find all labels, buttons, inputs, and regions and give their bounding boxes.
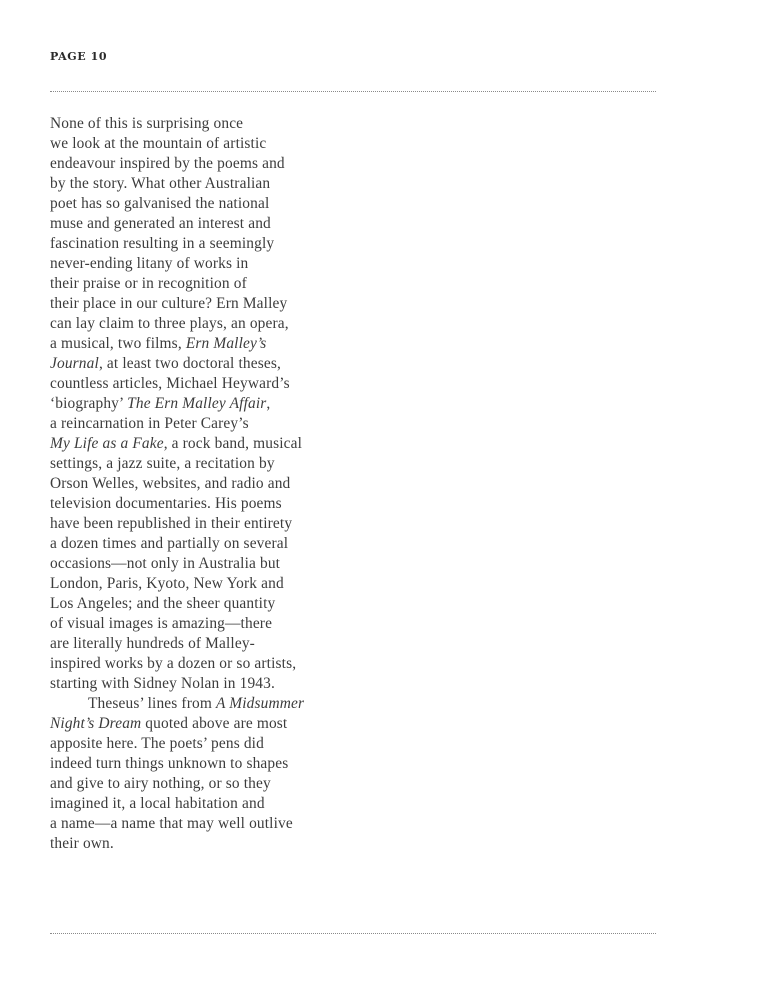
text-line (50, 814, 390, 834)
text-line (50, 374, 390, 394)
text-line (50, 614, 390, 634)
text-segment: have been republished in their entirety (50, 515, 293, 532)
page-number-header: PAGE 10 (50, 50, 108, 63)
text-segment: by the story. What other Australian (50, 175, 271, 192)
text-segment: of visual images is amazing—there (50, 615, 273, 632)
paragraph (50, 114, 390, 694)
text-segment: we look at the mountain of artistic (50, 135, 267, 152)
text-line (50, 114, 390, 134)
text-segment: quoted above are most (141, 715, 288, 732)
text-segment: their place in our culture? Ern Malley (50, 295, 288, 312)
text-line (50, 494, 390, 514)
paragraph (50, 694, 390, 854)
text-segment: , at least two doctoral theses, (98, 355, 281, 372)
italic-title-text: A Midsummer (215, 695, 305, 712)
text-segment: can lay claim to three plays, an opera, (50, 315, 289, 332)
text-line (50, 314, 390, 334)
text-segment: Los Angeles; and the sheer quantity (50, 595, 276, 612)
text-line (50, 474, 390, 494)
text-line (50, 214, 390, 234)
text-segment: inspired works by a dozen or so artists, (50, 655, 297, 672)
text-segment: a musical, two films, (50, 335, 186, 352)
text-line (50, 274, 390, 294)
text-segment: London, Paris, Kyoto, New York and (50, 575, 284, 592)
text-segment: a dozen times and partially on several (50, 535, 289, 552)
text-line (50, 794, 390, 814)
text-line (50, 674, 390, 694)
text-line (50, 234, 390, 254)
text-line (50, 134, 390, 154)
text-line (50, 174, 390, 194)
text-segment: fascination resulting in a seemingly (50, 235, 275, 252)
text-line (50, 334, 390, 354)
text-segment: starting with Sidney Nolan in 1943. (50, 675, 275, 692)
text-segment: countless articles, Michael Heyward’s (50, 375, 290, 392)
text-segment: ‘biography’ (50, 395, 128, 412)
top-divider-rule (50, 91, 656, 92)
text-segment: a name—a name that may well outlive (50, 815, 293, 832)
italic-title-text: My Life as a Fake (50, 435, 164, 452)
text-segment: their praise or in recognition of (50, 275, 247, 292)
text-line (50, 774, 390, 794)
text-segment: occasions—not only in Australia but (50, 555, 281, 572)
text-line (50, 514, 390, 534)
italic-title-text: Journal (50, 355, 99, 372)
text-line (50, 574, 390, 594)
italic-title-text: Ern Malley’s (185, 335, 267, 352)
text-segment: Theseus’ lines from (88, 695, 216, 712)
text-line (50, 734, 390, 754)
text-segment: are literally hundreds of Malley- (50, 635, 255, 652)
text-line (50, 694, 390, 714)
text-segment: a reincarnation in Peter Carey’s (50, 415, 249, 432)
text-segment: never-ending litany of works in (50, 255, 249, 272)
text-line (50, 554, 390, 574)
text-line (50, 834, 390, 854)
article-body (50, 114, 390, 854)
text-segment: None of this is surprising once (50, 115, 244, 132)
text-line (50, 354, 390, 374)
text-segment: television documentaries. His poems (50, 495, 282, 512)
text-segment: , (266, 395, 271, 412)
text-line (50, 634, 390, 654)
text-line (50, 714, 390, 734)
text-segment: their own. (50, 835, 114, 852)
text-line (50, 194, 390, 214)
text-line (50, 294, 390, 314)
text-segment: poet has so galvanised the national (50, 195, 270, 212)
text-segment: and give to airy nothing, or so they (50, 775, 271, 792)
text-segment: Orson Welles, websites, and radio and (50, 475, 291, 492)
text-line (50, 654, 390, 674)
text-segment: muse and generated an interest and (50, 215, 271, 232)
italic-title-text: Night’s Dream (50, 715, 142, 732)
text-segment: imagined it, a local habitation and (50, 795, 265, 812)
text-segment: apposite here. The poets’ pens did (50, 735, 264, 752)
text-segment: endeavour inspired by the poems and (50, 155, 285, 172)
text-line (50, 534, 390, 554)
italic-title-text: The Ern Malley Affair (127, 395, 267, 412)
text-line (50, 594, 390, 614)
text-segment: indeed turn things unknown to shapes (50, 755, 289, 772)
text-line (50, 754, 390, 774)
bottom-divider-rule (50, 933, 656, 934)
text-line (50, 454, 390, 474)
text-line (50, 434, 390, 454)
text-segment: settings, a jazz suite, a recitation by (50, 455, 275, 472)
text-line (50, 254, 390, 274)
text-line (50, 414, 390, 434)
text-line (50, 154, 390, 174)
text-segment: , a rock band, musical (163, 435, 303, 452)
text-line (50, 394, 390, 414)
